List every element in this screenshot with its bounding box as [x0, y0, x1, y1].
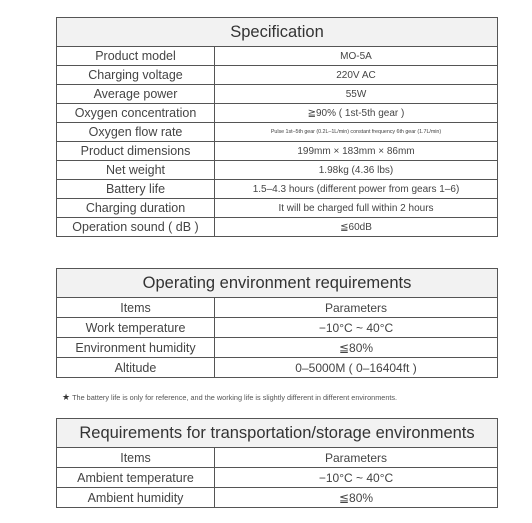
spec-label: Operation sound ( dB )	[57, 218, 215, 237]
table-header-row	[57, 448, 498, 468]
table-row	[57, 180, 498, 199]
transport-storage-title: Requirements for transportation/storage environments	[57, 419, 498, 448]
spec-value: Pulse 1st–5th gear (0.2L–1L/min) constant frequency 6th gear (1.7L/min)	[215, 123, 498, 142]
table-row	[57, 66, 498, 85]
operating-environment-title: Operating environment requirements	[57, 269, 498, 298]
spec-value: ≧90% ( 1st-5th gear )	[215, 104, 498, 123]
note-text: The battery life is only for reference, and the working life is slightly different in different environments.	[72, 393, 398, 402]
spec-label: Oxygen flow rate	[57, 123, 215, 142]
star-icon: ★	[62, 392, 71, 402]
env-label: Environment humidity	[57, 338, 215, 358]
column-header-parameters: Parameters	[215, 448, 498, 468]
table-header-row	[57, 298, 498, 318]
spec-value: 220V AC	[215, 66, 498, 85]
storage-value: −10°C ~ 40°C	[215, 468, 498, 488]
spec-value: It will be charged full within 2 hours	[215, 199, 498, 218]
storage-label: Ambient humidity	[57, 488, 215, 508]
spec-value: 199mm × 183mm × 86mm	[215, 142, 498, 161]
spec-label: Product dimensions	[57, 142, 215, 161]
battery-life-note	[62, 392, 502, 403]
specification-table	[56, 17, 498, 237]
env-value: ≦80%	[215, 338, 498, 358]
env-value: −10°C ~ 40°C	[215, 318, 498, 338]
env-value: 0–5000M ( 0–16404ft )	[215, 358, 498, 378]
table-row	[57, 358, 498, 378]
table-row	[57, 85, 498, 104]
transport-storage-table	[56, 418, 498, 508]
spec-label: Product model	[57, 47, 215, 66]
storage-value: ≦80%	[215, 488, 498, 508]
table-row	[57, 218, 498, 237]
table-row	[57, 488, 498, 508]
spec-value: 1.98kg (4.36 lbs)	[215, 161, 498, 180]
spec-label: Battery life	[57, 180, 215, 199]
table-row	[57, 199, 498, 218]
spec-value: MO-5A	[215, 47, 498, 66]
table-row	[57, 318, 498, 338]
table-row	[57, 104, 498, 123]
spec-value: 1.5–4.3 hours (different power from gears 1–6)	[215, 180, 498, 199]
spec-value: ≦60dB	[215, 218, 498, 237]
spec-label: Charging voltage	[57, 66, 215, 85]
spec-label: Charging duration	[57, 199, 215, 218]
column-header-items: Items	[57, 448, 215, 468]
env-label: Work temperature	[57, 318, 215, 338]
table-row	[57, 161, 498, 180]
spec-label: Oxygen concentration	[57, 104, 215, 123]
spec-value: 55W	[215, 85, 498, 104]
table-row	[57, 47, 498, 66]
env-label: Altitude	[57, 358, 215, 378]
operating-environment-table	[56, 268, 498, 378]
spec-label: Average power	[57, 85, 215, 104]
table-row	[57, 468, 498, 488]
storage-label: Ambient temperature	[57, 468, 215, 488]
spec-label: Net weight	[57, 161, 215, 180]
column-header-items: Items	[57, 298, 215, 318]
table-row	[57, 123, 498, 142]
table-row	[57, 142, 498, 161]
column-header-parameters: Parameters	[215, 298, 498, 318]
specification-title: Specification	[57, 18, 498, 47]
table-row	[57, 338, 498, 358]
